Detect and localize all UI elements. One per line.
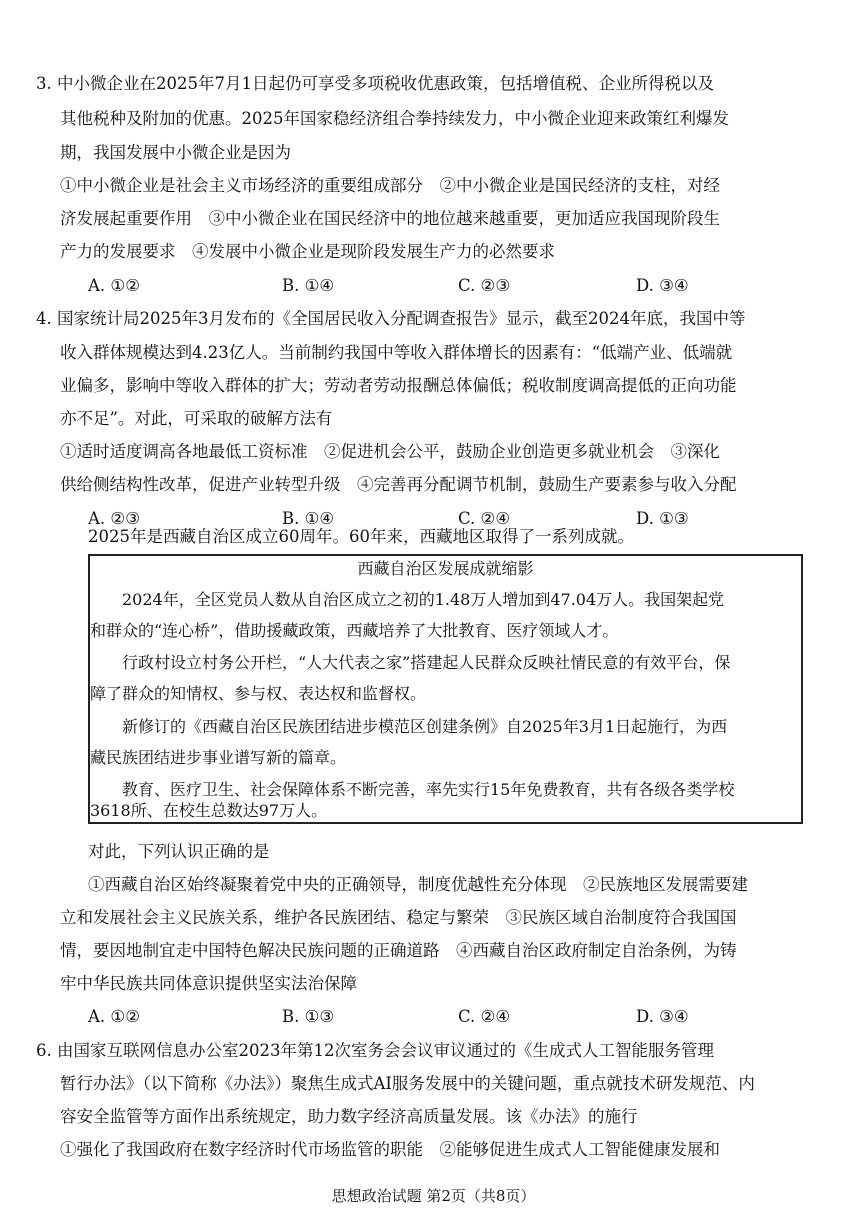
q5-intro: 2025年是西藏自治区成立60周年。60年来，西藏地区取得了一系列成就。 — [88, 527, 634, 546]
q4-line-5: ①适时适度调高各地最低工资标准 ②促进机会公平，鼓励企业创造更多就业机会 ③深化 — [60, 442, 720, 461]
q3-line-4: ①中小微企业是社会主义市场经济的重要组成部分 ②中小微企业是国民经济的支柱，对经 — [60, 176, 720, 195]
q5-line-4: 情，要因地制宜走中国特色解决民族问题的正确道路 ④西藏自治区政府制定自治条例，为铸 — [60, 941, 737, 960]
material-box-line: 2024年，全区党员人数从自治区成立之初的1.48万人增加到47.04万人。我国架起党 — [122, 590, 725, 609]
q4-line-4: 亦不足”。对此，可采取的破解方法有 — [60, 409, 333, 428]
q4-line-6: 供给侧结构性改革，促进产业转型升级 ④完善再分配调节机制，鼓励生产要素参与收入分配 — [60, 475, 737, 494]
q3-line-5: 济发展起重要作用 ③中小微企业在国民经济中的地位越来越重要，更加适应我国现阶段生 — [60, 209, 720, 228]
material-box-title: 西藏自治区发展成就缩影 — [357, 559, 534, 578]
q5-line-2: ①西藏自治区始终凝聚着党中央的正确领导，制度优越性充分体现 ②民族地区发展需要建 — [88, 875, 748, 894]
q4-option-b: B. ①④ — [282, 509, 335, 528]
q3-option-a: A. ①② — [88, 276, 140, 295]
material-box — [88, 554, 803, 824]
q5-line-3: 立和发展社会主义民族关系，维护各民族团结、稳定与繁荣 ③民族区域自治制度符合我国国 — [60, 908, 737, 927]
q3-option-d: D. ③④ — [636, 276, 689, 295]
q4-line-3: 业偏多，影响中等收入群体的扩大；劳动者劳动报酬总体偏低；税收制度调高提低的正向功能 — [60, 376, 737, 395]
q4-line-2: 收入群体规模达到4.23亿人。当前制约我国中等收入群体增长的因素有：“低端产业、低端就 — [60, 343, 733, 362]
material-box-line: 教育、医疗卫生、社会保障体系不断完善，率先实行15年免费教育，共有各级各类学校 — [122, 780, 735, 799]
q5-option-b: B. ①③ — [282, 1007, 335, 1026]
q5-options — [0, 1006, 867, 1028]
q4-option-a: A. ②③ — [88, 509, 140, 528]
material-box-line: 新修订的《西藏自治区民族团结进步模范区创建条例》自2025年3月1日起施行，为西 — [122, 717, 728, 736]
q3-option-c: C. ②③ — [458, 276, 511, 295]
material-box-line: 和群众的“连心桥”，借助援藏政策，西藏培养了大批教育、医疗领域人才。 — [90, 621, 619, 640]
q6-line-2: 暂行办法》（以下简称《办法》）聚焦生成式AI服务发展中的关键问题，重点就技术研发规范、内 — [60, 1074, 755, 1093]
q5-option-c: C. ②④ — [458, 1007, 511, 1026]
q4-line-1: 4. 国家统计局2025年3月发布的《全国居民收入分配调查报告》显示，截至2024年底，我国中等 — [36, 309, 746, 328]
q5-option-a: A. ①② — [88, 1007, 140, 1026]
q6-line-1: 6. 由国家互联网信息办公室2023年第12次室务会会议审议通过的《生成式人工智能服务管理 — [36, 1041, 714, 1060]
q3-options — [0, 275, 867, 297]
q6-line-3: 容安全监管等方面作出系统规定，助力数字经济高质量发展。该《办法》的施行 — [60, 1107, 638, 1126]
q5-option-d: D. ③④ — [636, 1007, 689, 1026]
q3-line-2: 其他税种及附加的优惠。2025年国家稳经济组合拳持续发力，中小微企业迎来政策红利爆发 — [60, 109, 729, 128]
q3-option-b: B. ①④ — [282, 276, 335, 295]
q4-option-c: C. ②④ — [458, 509, 511, 528]
material-box-line: 障了群众的知情权、参与权、表达权和监督权。 — [90, 684, 427, 703]
q5-line-1: 对此，下列认识正确的是 — [88, 842, 270, 861]
q5-line-5: 牢中华民族共同体意识提供坚实法治保障 — [60, 974, 357, 993]
material-box-line: 3618所、在校生总数达97万人。 — [90, 801, 328, 820]
material-box-line: 藏民族团结进步事业谱写新的篇章。 — [90, 748, 347, 767]
q3-line-3: 期，我国发展中小微企业是因为 — [60, 143, 291, 162]
material-box-line: 行政村设立村务公开栏，“人大代表之家”搭建起人民群众反映社情民意的有效平台，保 — [122, 653, 731, 672]
q3-line-6: 产力的发展要求 ④发展中小微企业是现阶段发展生产力的必然要求 — [60, 242, 555, 261]
q6-line-4: ①强化了我国政府在数字经济时代市场监管的职能 ②能够促进生成式人工智能健康发展和 — [60, 1140, 720, 1159]
page-footer: 思想政治试题 第2页（共8页） — [331, 1187, 536, 1205]
q3-line-1: 3. 中小微企业在2025年7月1日起仍可享受多项税收优惠政策，包括增值税、企业所得税以及 — [36, 74, 714, 93]
q4-option-d: D. ①③ — [636, 509, 689, 528]
